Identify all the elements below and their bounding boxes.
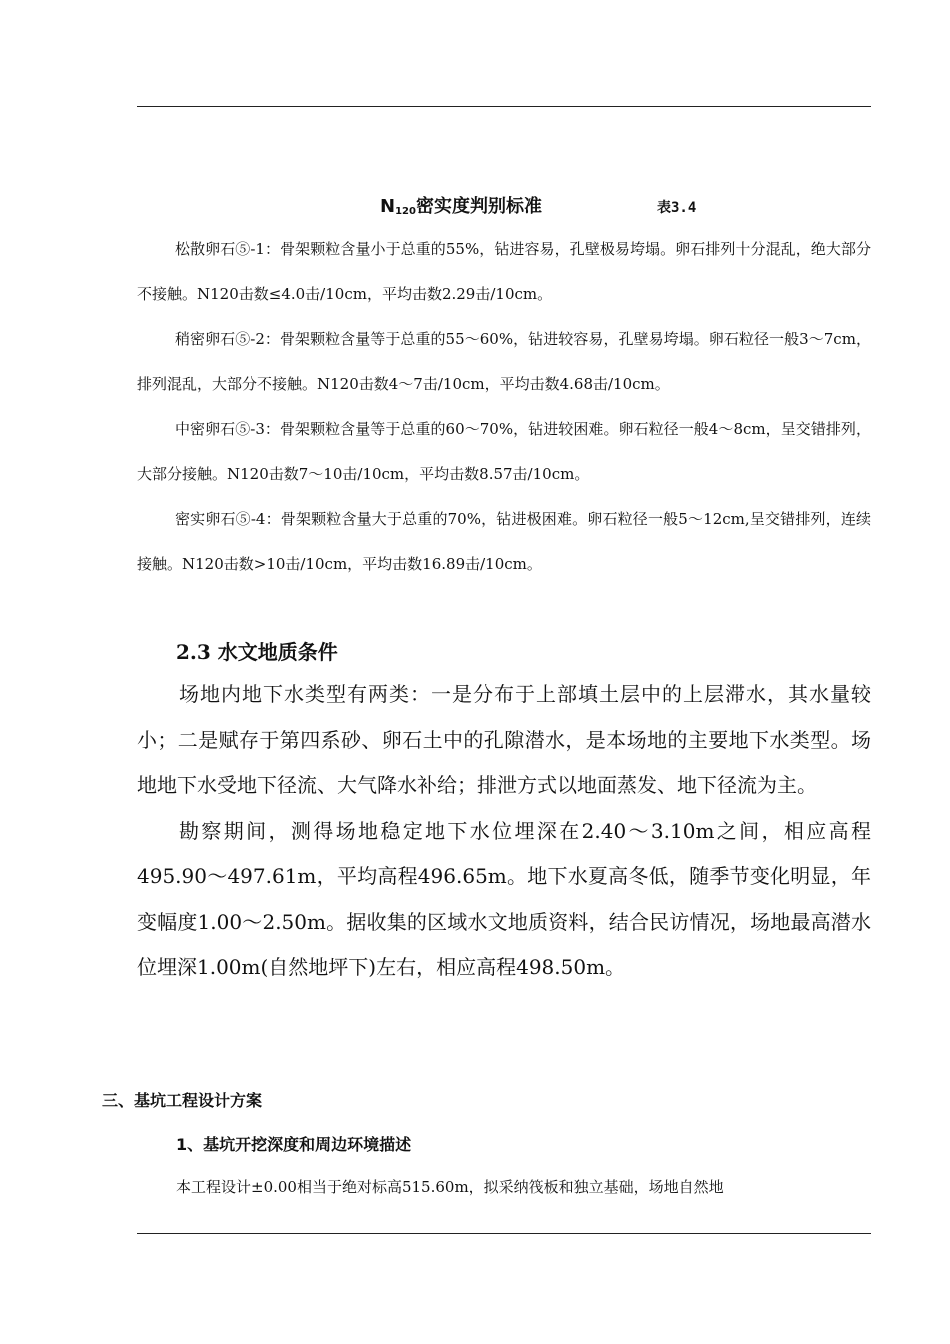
hydro-body [137, 672, 871, 991]
title-subscript: 120 [395, 206, 416, 217]
section-subtitle: 1、基坑开挖深度和周边环境描述 [176, 1135, 412, 1154]
density-paragraph-slightly-dense: 稍密卵石⑤-2：骨架颗粒含量等于总重的55～60%，钻进较容易，孔壁易垮塌。卵石粒径一般3～7cm，排列混乱，大部分不接触。N120击数4～7击/10cm，平均击数4.68击/10cm。 [137, 330, 871, 393]
density-criteria-block [137, 227, 871, 587]
title-main: 密实度判别标准 [415, 196, 542, 217]
header-rule [137, 106, 871, 107]
section-title: 三、基坑工程设计方案 [102, 1091, 263, 1110]
table-caption-title [380, 192, 542, 218]
density-paragraph-medium-dense: 中密卵石⑤-3：骨架颗粒含量等于总重的60～70%，钻进较困难。卵石粒径一般4～8cm，呈交错排列，大部分接触。N120击数7～10击/10cm，平均击数8.57击/10cm。 [137, 420, 871, 483]
hydro-heading: 2.3 水文地质条件 [176, 640, 338, 664]
title-prefix: N [380, 196, 396, 217]
density-paragraph-dense: 密实卵石⑤-4：骨架颗粒含量大于总重的70%，钻进极困难。卵石粒径一般5～12cm,呈交错排列，连续接触。N120击数>10击/10cm，平均击数16.89击/10cm。 [137, 510, 871, 573]
section-first-line: 本工程设计±0.00相当于绝对标高515.60m，拟采纳筏板和独立基础，场地自然地 [176, 1178, 724, 1196]
density-paragraph-loose: 松散卵石⑤-1：骨架颗粒含量小于总重的55%，钻进容易，孔壁极易垮塌。卵石排列十分混乱，绝大部分不接触。N120击数≤4.0击/10cm，平均击数2.29击/10cm。 [137, 240, 871, 303]
hydro-paragraph-types: 场地内地下水类型有两类：一是分布于上部填土层中的上层滞水，其水量较小；二是赋存于第四系砂、卵石土中的孔隙潜水，是本场地的主要地下水类型。场地地下水受地下径流、大气降水补给；排泄方式以地面蒸发、地下径流为主。 [137, 682, 871, 797]
table-number: 表3.4 [657, 200, 697, 216]
hydro-paragraph-levels: 勘察期间，测得场地稳定地下水位埋深在2.40～3.10m之间，相应高程495.90～497.61m，平均高程496.65m。地下水夏高冬低，随季节变化明显，年变幅度1.00～2.50m。据收集的区域水文地质资料，结合民访情况，场地最高潜水位埋深1.00m(自然地坪下)左右，相应高程498.50m。 [137, 818, 871, 979]
footer-rule [137, 1233, 871, 1234]
